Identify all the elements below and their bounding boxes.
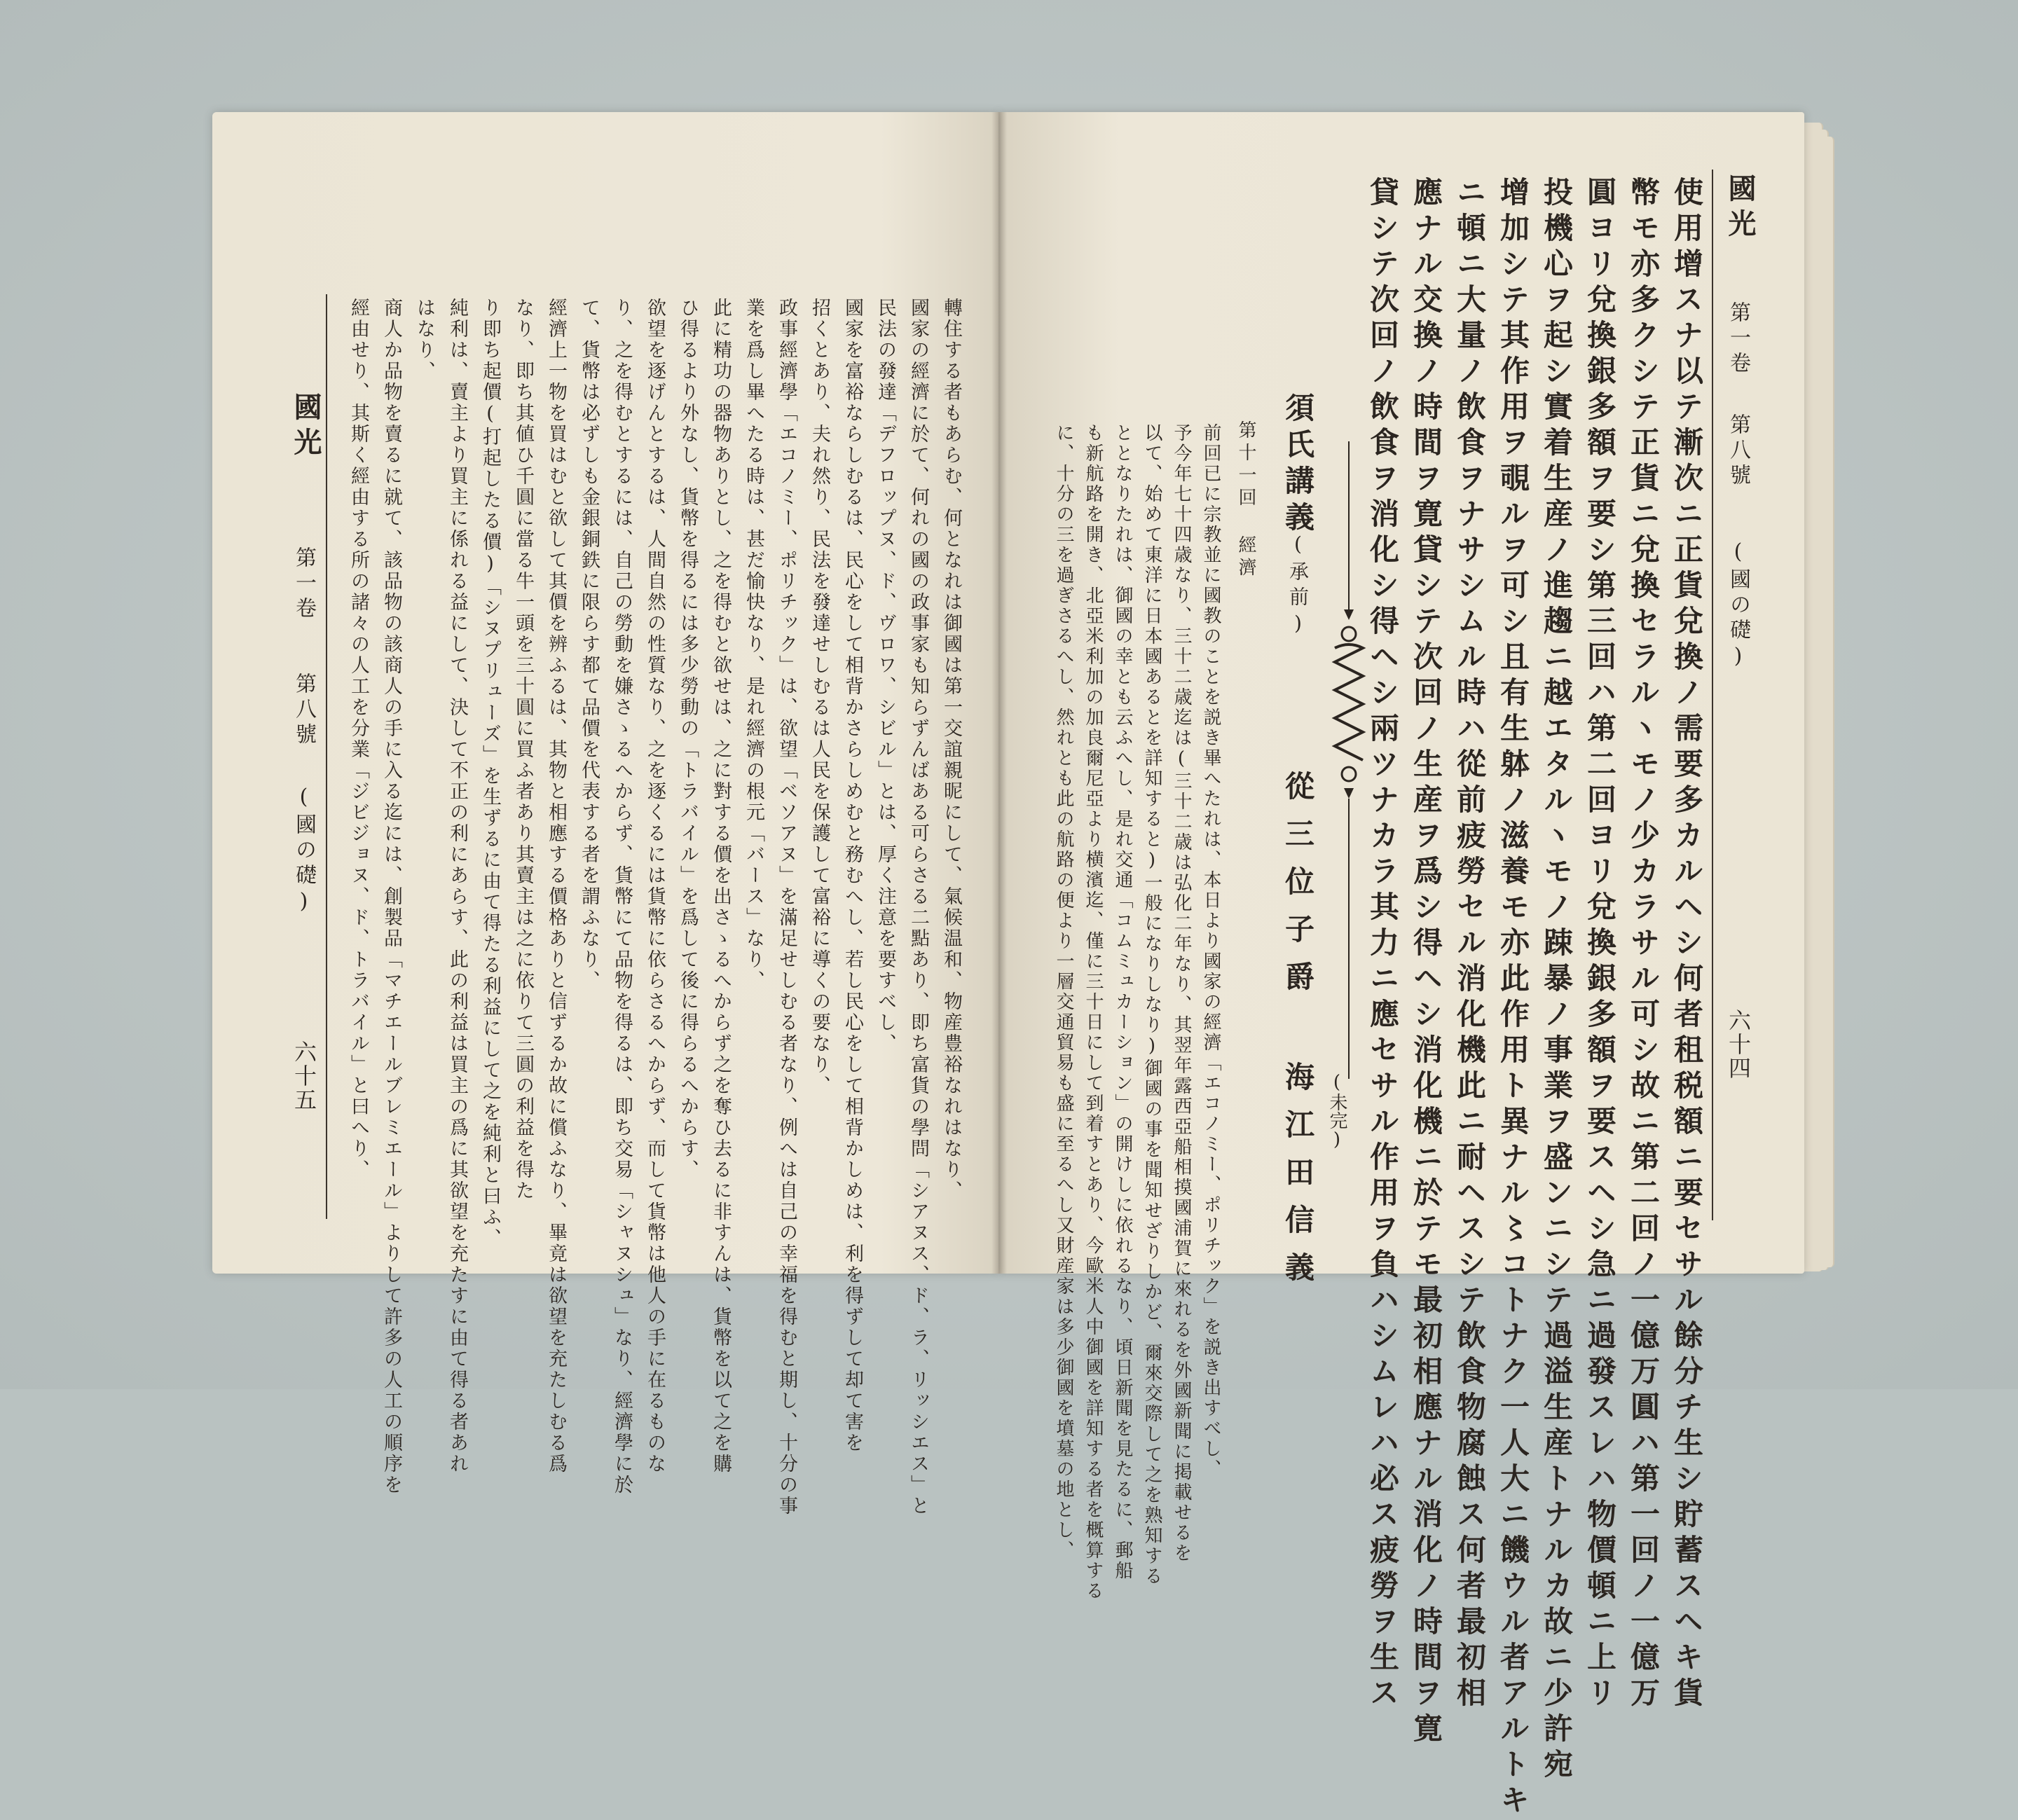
- text-column: て、貨幣は必ずしも金銀銅鉄に限らす都て品價を代表する者を謂ふなり、: [578, 298, 600, 991]
- text-column: 純利は、賣主より買主に係れる益にして、決して不正の利にあらす、此の利益は買主の爲に其欲望を充たすに由て得る者あれ: [446, 298, 468, 1475]
- text-column: 此に精功の器物ありとし、之を得むと欲せは、之に對する價を出さゝるへからず之を奪ひ去るに非すんは、貨幣を以て之を購: [710, 298, 732, 1475]
- text-column: なり、即ち其値ひ千圓に當る牛一頭を三十圓に買ふ者あり其賣主は之に依りて三圓の利益を得た: [512, 298, 534, 1201]
- text-column: ニ頓ニ大量ノ飲食ヲナサシムル時ハ從前疲勞セル消化機此ニ耐ヘスシテ飲食物腐蝕ス何者最初相: [1453, 177, 1487, 1713]
- text-column: 予今年七十四歳なり、三十二歳迄は(三十二歳は弘化二年なり、其翌年露西亞船相摸國浦賀に來れるを外國新聞に掲載せるを: [1171, 423, 1192, 1564]
- lecture-title: 須氏講義: [1281, 392, 1315, 538]
- text-column: 應ナル交換ノ時間ヲ寛貸シテ次回ノ生産ヲ爲シ得ヘシ消化機ニ於テモ最初相應ナル消化ノ時間ヲ寛: [1409, 177, 1443, 1749]
- text-column: 轉住する者もあらむ、何となれは御國は第一交誼親昵にして、氣候温和、物産豊裕なれはなり、: [940, 298, 962, 1201]
- lecture-chapter: 第十一回 經濟: [1235, 420, 1256, 580]
- text-column: ひ得るより外なし、貨幣を得るには多少勞動の「トラバイル」を爲して後に得らるへからす、: [677, 298, 699, 1180]
- text-column: 圓ヨリ兌換銀多額ヲ要シ第三回ハ第二回ヨリ兌換銀多額ヲ要スヘシ急ニ過發スレハ物價頓ニ上リ: [1583, 177, 1617, 1713]
- text-column: 經濟上一物を買はむと欲して其價を辨ふるは、其物と相應する價格ありと信ずるか故に償ふなり、畢竟は欲望を充たしむる爲: [545, 298, 567, 1475]
- left-page-number: 六十五: [291, 1040, 317, 1112]
- right-page-number: 六十四: [1725, 1009, 1752, 1080]
- text-column: も新航路を開き、北亞米利加の加良爾尼亞より横濱迄、僅に三十日にして到着すとあり、今歐米人中御國を詳知する者を概算する: [1083, 423, 1104, 1601]
- text-column: 欲望を逐げんとするは、人間自然の性質なり、之を逐くるには貨幣に依らさるへからず、而して貨幣は他人の手に在るものな: [644, 298, 666, 1475]
- header-rule-left: [326, 294, 327, 1219]
- text-column: 幣モ亦多クシテ正貨ニ兌換セラルヽモノ少カラサル可シ故ニ第二回ノ一億万圓ハ第一回ノ一億万: [1626, 177, 1661, 1713]
- book-gutter: [991, 112, 1007, 1274]
- text-column: 前回已に宗教並に國教のことを説き畢へたれは、本日より國家の經濟「エコノミー、ポリチック」を説き出すべし、: [1200, 423, 1221, 1480]
- text-column: 使用增スナ以テ漸次ニ正貨兌換ノ需要多カルヘシ何者租税額ニ要セサル餘分チ生シ貯蓄スヘキ貨: [1670, 177, 1704, 1713]
- text-column: 民法の發達「デフロップヌ、ド、ヴロワ、シビル」とは、厚く注意を要すべし、: [874, 298, 896, 1054]
- lecture-author: 從三位子爵 海江田信義: [1281, 771, 1315, 1299]
- text-column: 招くとあり、夫れ然り、民法を發達せしむるは人民を保護して富裕に導くの要なり、: [809, 298, 830, 1096]
- left-header-title: 國光: [289, 392, 322, 462]
- right-header-volume: 第一卷: [1726, 301, 1750, 377]
- left-header-issue: 第八號: [291, 673, 316, 748]
- text-column: 貸シテ次回ノ飲食ヲ消化シ得ヘシ兩ツナカラ其力ニ應セサル作用ヲ負ハシムレハ必ス疲勞ヲ生ス: [1366, 177, 1400, 1713]
- left-header-section: (國の礎): [291, 785, 316, 918]
- right-header-title: 國光: [1724, 174, 1757, 244]
- text-column: 增加シテ其作用ヲ覗ルヲ可シ且有生躰ノ滋養モ亦此作用ト異ナル〻コトナク一人大ニ饑ウル者アルトキ: [1496, 177, 1530, 1820]
- text-column: り即ち起價(打起したる價)「シヌプリューズ」を生ずるに由て得たる利益にして之を純利と曰ふ、: [479, 298, 501, 1249]
- text-column: り、之を得むとするには、自己の勞動を嫌さゝるへからず、貨幣にて品物を得るは、即ち交易「シャヌシュ」なり、經濟學に於: [611, 298, 633, 1496]
- text-column: 經由せり、其斯く經由する所の諸々の人工を分業「ジビジョヌ、ド、トラバイル」と曰へり、: [348, 298, 369, 1180]
- text-column: 國家を富裕ならしむるは、民心をして相背かさらしめむと務むへし、若し民心をして相背かしめは、利を得ずして却て害を: [842, 298, 863, 1454]
- header-rule-right: [1712, 170, 1713, 1220]
- ornament-divider: [1317, 441, 1380, 1079]
- text-column: 以て、始めて東洋に日本國あるとを詳知すると)一般になりしなり)御國の事を聞知せざりしかど、爾來交際して之を熟知する: [1141, 423, 1162, 1587]
- lecture-note: (承前): [1286, 532, 1310, 640]
- text-column: 業を爲し畢へたる時は、甚だ愉快なり、是れ經濟の根元「バース」なり、: [743, 298, 764, 991]
- text-column: ととなりたれは、御國の幸とも云ふへし、是れ交通「コムミュカーション」の開けしに依れるなり、頃日新聞を見たるに、郵船: [1112, 423, 1133, 1581]
- incomplete-mark: (未完): [1326, 1072, 1347, 1150]
- right-header-issue: 第八號: [1726, 413, 1750, 489]
- text-column: 國家の經濟に於て、何れの國の政事家も知らずんばある可らさる二點あり、即ち富貨の學問「シアヌス、ド、ラ、リッシエス」と: [907, 298, 929, 1517]
- text-column: 投機心ヲ起シ實着生産ノ進趨ニ越エタルヽモノ踈暴ノ事業ヲ盛ンニシテ過溢生産トナルカ故ニ少許宛: [1539, 177, 1574, 1784]
- text-column: はなり、: [413, 298, 435, 382]
- right-header-section: (國の礎): [1726, 539, 1750, 673]
- text-column: 商人か品物を賣るに就て、該品物の該商人の手に入る迄には、創製品「マチエールブレミエール」よりして許多の人工の順序を: [380, 298, 402, 1496]
- text-column: 政事經濟學「エコノミー、ポリチック」は、欲望「ベソアヌ」を滿足せしむる者なり、例へは自己の幸福を得むと期し、十分の事: [776, 298, 797, 1517]
- left-header-volume: 第一卷: [291, 546, 316, 622]
- text-column: に、十分の三を過ぎさるへし、然れとも此の航路の便より一層交通貿易も盛に至るへし又財産家は多少御國を墳墓の地とし、: [1053, 423, 1074, 1561]
